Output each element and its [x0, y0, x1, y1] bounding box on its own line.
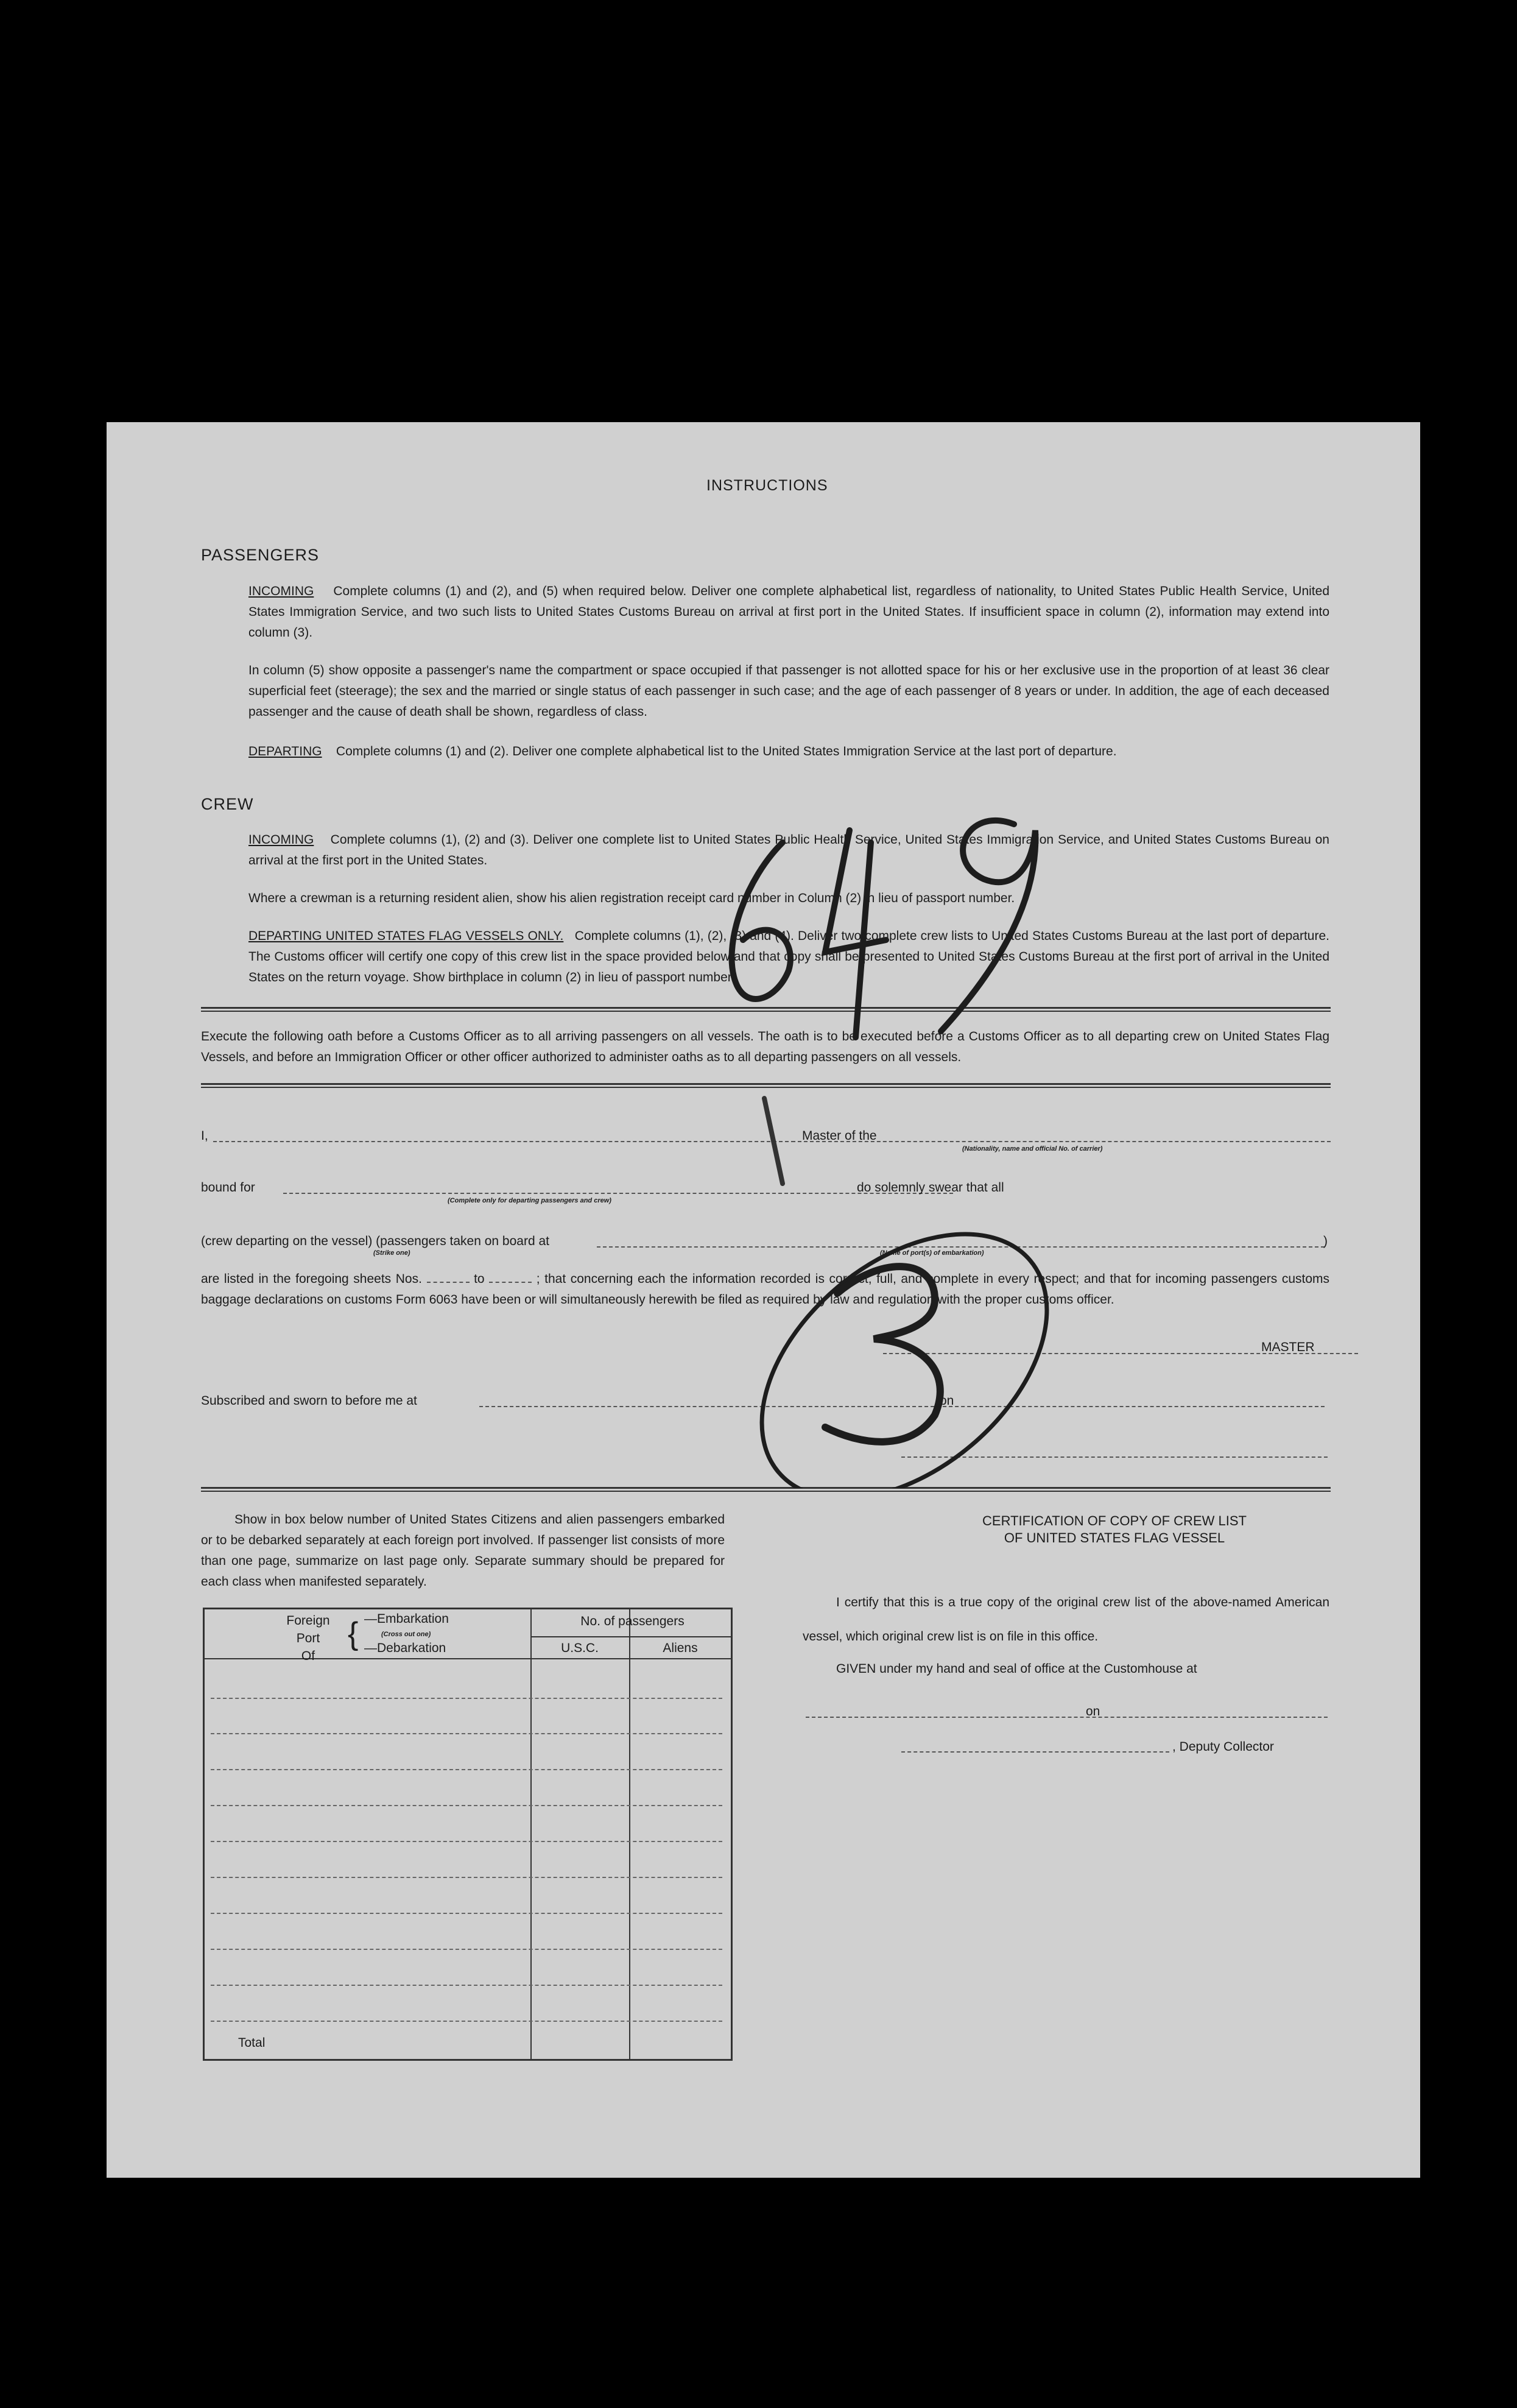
table-row[interactable] [211, 1877, 722, 1878]
table-row[interactable] [211, 2021, 722, 2022]
strike-one-caption: (Strike one) [373, 1249, 410, 1257]
aliens-header: Aliens [663, 1641, 698, 1655]
master-name-field[interactable] [213, 1141, 795, 1142]
oath-i-label: I, [201, 1129, 208, 1143]
certification-title [901, 1513, 1328, 1547]
debarkation-label: —Debarkation [364, 1641, 446, 1655]
crew-incoming-text: Complete columns (1), (2) and (3). Deliver one complete list to United States Public Health Service, United States Immigration Service, and United States Customs Bureau on arrival at the first port in the United States. [248, 833, 1329, 867]
passengers-departing-label: DEPARTING [248, 744, 322, 758]
brace-icon: { [348, 1616, 359, 1651]
table-row[interactable] [211, 1949, 722, 1950]
listed-in-label: are listed in the foregoing sheets Nos. [201, 1272, 422, 1286]
sheet-from-field[interactable] [427, 1282, 470, 1283]
passenger-summary-table [203, 1608, 733, 2061]
table-row[interactable] [211, 1913, 722, 1914]
summary-instructions: Show in box below number of United States Citizens and alien passengers embarked or to be debarked separately at each foreign port involved. If passenger list consists of more than one page, summarize on last page only. Separate summary should be prepared for each class when manifested separately. [201, 1513, 725, 1589]
embarkation-label: —Embarkation [364, 1612, 449, 1626]
to-label: to [474, 1272, 485, 1286]
crew-departing-text: Complete columns (1), (2), (3) and (4). Deliver two complete crew lists to United States Customs Bureau at the last port of departure. The Customs officer will certify one copy of this crew list in the space provided below and that copy shall be presented to United States Customs Bureau at the first port of arrival in the United States on the return voyage. Show birthplace in column (2) in lieu of passport number. [248, 929, 1329, 984]
table-subheader-rule [530, 1636, 731, 1637]
divider-oath [201, 1083, 1331, 1088]
carrier-field[interactable] [792, 1141, 1331, 1142]
divider-top [201, 1007, 1331, 1012]
officer-signature-field[interactable] [901, 1456, 1328, 1458]
embarkation-ports-field[interactable] [597, 1246, 1325, 1248]
subscribed-on-label: on [940, 1394, 954, 1408]
foreign-port-of-header [272, 1612, 345, 1665]
crew-incoming-paragraph [248, 830, 1329, 871]
crew-heading: CREW [201, 795, 254, 813]
passengers-heading: PASSENGERS [201, 546, 320, 564]
table-row[interactable] [211, 1805, 722, 1806]
bound-for-field[interactable] [283, 1193, 953, 1194]
passengers-incoming-label: INCOMING [248, 584, 314, 598]
passengers-column5-paragraph: In column (5) show opposite a passenger's name the compartment or space occupied if that passenger is not allotted space for his or her exclusive use in the proportion of at least 36 clear superficial feet (steerage); the sex and the married or single status of each passenger in such case; and the age of each passenger of 8 years or under. In addition, the age of each deceased passenger and the cause of death shall be shown, regardless of class. [248, 663, 1329, 719]
certification-title-line2: OF UNITED STATES FLAG VESSEL [1004, 1530, 1225, 1545]
certification-on-label: on [1086, 1704, 1100, 1718]
form-page [107, 422, 1420, 2178]
instructions-title: INSTRUCTIONS [706, 477, 828, 494]
table-row[interactable] [211, 1985, 722, 1986]
passengers-departing-text: Complete columns (1) and (2). Deliver one complete alphabetical list to the United States Immigration Service at the last port of departure. [336, 744, 1117, 758]
master-label: MASTER [1261, 1340, 1315, 1354]
oath-intro: Execute the following oath before a Customs Officer as to all arriving passengers on all vessels. The oath is to be executed before a Customs Officer as to all departing crew on United States Flag Vessels, and before an Immigration Officer or other officer authorized to administer oaths as to all departing passengers on all vessels. [201, 1029, 1329, 1064]
deputy-collector-signature-field[interactable] [901, 1751, 1169, 1753]
total-label: Total [238, 2036, 266, 2050]
crew-departing-label: (crew departing on the vessel) (passengers taken on board at [201, 1234, 549, 1248]
subscribed-label: Subscribed and sworn to before me at [201, 1394, 417, 1408]
crew-resident-paragraph: Where a crewman is a returning resident alien, show his alien registration receipt card number in Column (2) in lieu of passport number. [248, 891, 1015, 905]
no-of-passengers-header: No. of passengers [580, 1614, 685, 1628]
table-row[interactable] [211, 1733, 722, 1734]
crew-incoming-label: INCOMING [248, 833, 314, 847]
bound-for-label: bound for [201, 1181, 255, 1195]
usc-header: U.S.C. [561, 1641, 599, 1655]
table-row[interactable] [211, 1841, 722, 1842]
handwritten-circle [712, 1181, 1097, 1488]
foreign-label: Foreign [286, 1614, 330, 1628]
passengers-incoming-text: Complete columns (1) and (2), and (5) when required below. Deliver one complete alphabetical list, regardless of nationality, to United States Public Health Service, United States Immigration Service, and two such lists to United States Customs Bureau on arrival at first port in the United States. If insufficient space in column (2), information may extend into column (3). [248, 584, 1329, 640]
table-divider-usc [530, 1609, 532, 2059]
passengers-incoming-paragraph [248, 581, 1329, 643]
subscribed-place-field[interactable] [479, 1406, 1325, 1407]
table-row[interactable] [211, 1769, 722, 1770]
crew-departing-paragraph [248, 926, 1329, 988]
passengers-departing-paragraph [248, 741, 1329, 762]
sheet-to-field[interactable] [489, 1282, 532, 1283]
certify-text: I certify that this is a true copy of the original crew list of the above-named American vessel, which original crew list is on file in this office. [803, 1595, 1329, 1644]
solemnly-swear-label: do solemnly swear that all [857, 1181, 1004, 1195]
given-text: GIVEN under my hand and seal of office at the Customhouse at [836, 1662, 1197, 1676]
oath-listed-paragraph [201, 1269, 1329, 1310]
crew-departing-label: DEPARTING UNITED STATES FLAG VESSELS ONLY. [248, 929, 564, 943]
ports-caption: (Name of port(s) of embarkation) [880, 1249, 984, 1257]
deputy-collector-label: , Deputy Collector [1172, 1740, 1274, 1754]
carrier-caption: (Nationality, name and official No. of carrier) [962, 1145, 1103, 1153]
close-paren: ) [1323, 1234, 1328, 1248]
certification-title-line1: CERTIFICATION OF COPY OF CREW LIST [982, 1513, 1247, 1528]
divider-bottom [201, 1487, 1331, 1492]
of-label: Of [301, 1649, 315, 1663]
customhouse-field[interactable] [806, 1717, 1328, 1718]
bound-for-caption: (Complete only for departing passengers and crew) [448, 1197, 611, 1204]
port-label: Port [296, 1631, 320, 1645]
master-of-the-label: Master of the [802, 1129, 877, 1143]
table-row[interactable] [211, 1698, 722, 1699]
listed-rest-text: ; that concerning each the information recorded is correct, full, and complete in every respect; and that for incoming passengers customs baggage declarations on customs Form 6063 have been or will simultaneously herewith be filed as required by law and regulation with the proper customs officer. [201, 1272, 1330, 1307]
cross-out-caption: (Cross out one) [381, 1631, 431, 1638]
table-divider-aliens [629, 1609, 630, 2059]
